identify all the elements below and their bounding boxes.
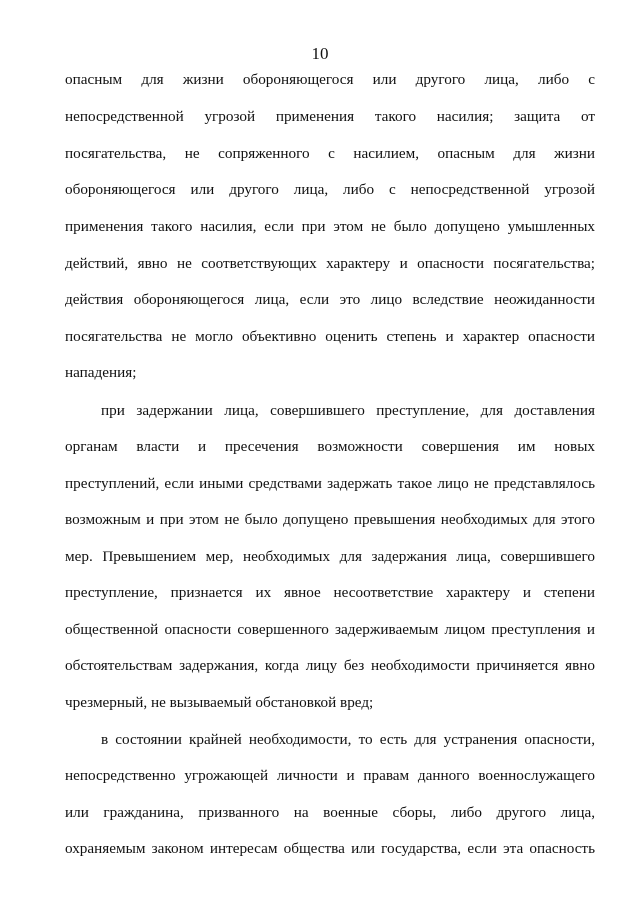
page-number: 10 [311,44,329,63]
text-line: мер. Превышением мер, необходимых для задержания лица, совершившего [65,548,595,565]
text-line: опасным для жизни обороняющегося или другого лица, либо с [65,71,595,88]
text-line: возможным и при этом не было допущено превышения необходимых для этого [65,511,595,528]
text-line: действий, явно не соответствующих характеру и опасности посягательства; [65,255,595,272]
text-line: преступлений, если иными средствами задержать такое лицо не представлялось [65,475,595,492]
text-line: посягательства, не сопряженного с насилием, опасным для жизни [65,145,595,162]
text-line: нападения; [65,364,137,381]
text-line: или гражданина, призванного на военные сборы, либо другого лица, [65,804,595,821]
text-line: преступление, признается их явное несоответствие характеру и степени [65,584,595,601]
text-line: непосредственно угрожающей личности и правам данного военнослужащего [65,767,595,784]
text-line: обороняющегося или другого лица, либо с непосредственной угрозой [65,181,595,198]
text-line: обстоятельствам задержания, когда лицу без необходимости причиняется явно [65,657,595,674]
text-line: чрезмерный, не вызываемый обстановкой вред; [65,694,374,711]
text-line: охраняемым законом интересам общества или государства, если эта опасность [65,840,595,857]
text-line: общественной опасности совершенного задерживаемым лицом преступления и [65,621,595,638]
text-line: органам власти и пресечения возможности совершения им новых [65,438,595,455]
text-line: при задержании лица, совершившего преступление, для доставления [101,402,595,419]
text-line: посягательства не могло объективно оценить степень и характер опасности [65,328,595,345]
text-line: действия обороняющегося лица, если это лицо вследствие неожиданности [65,291,595,308]
text-line: применения такого насилия, если при этом не было допущено умышленных [65,218,595,235]
text-line: непосредственной угрозой применения такого насилия; защита от [65,108,595,125]
text-line: в состоянии крайней необходимости, то есть для устранения опасности, [101,731,595,748]
